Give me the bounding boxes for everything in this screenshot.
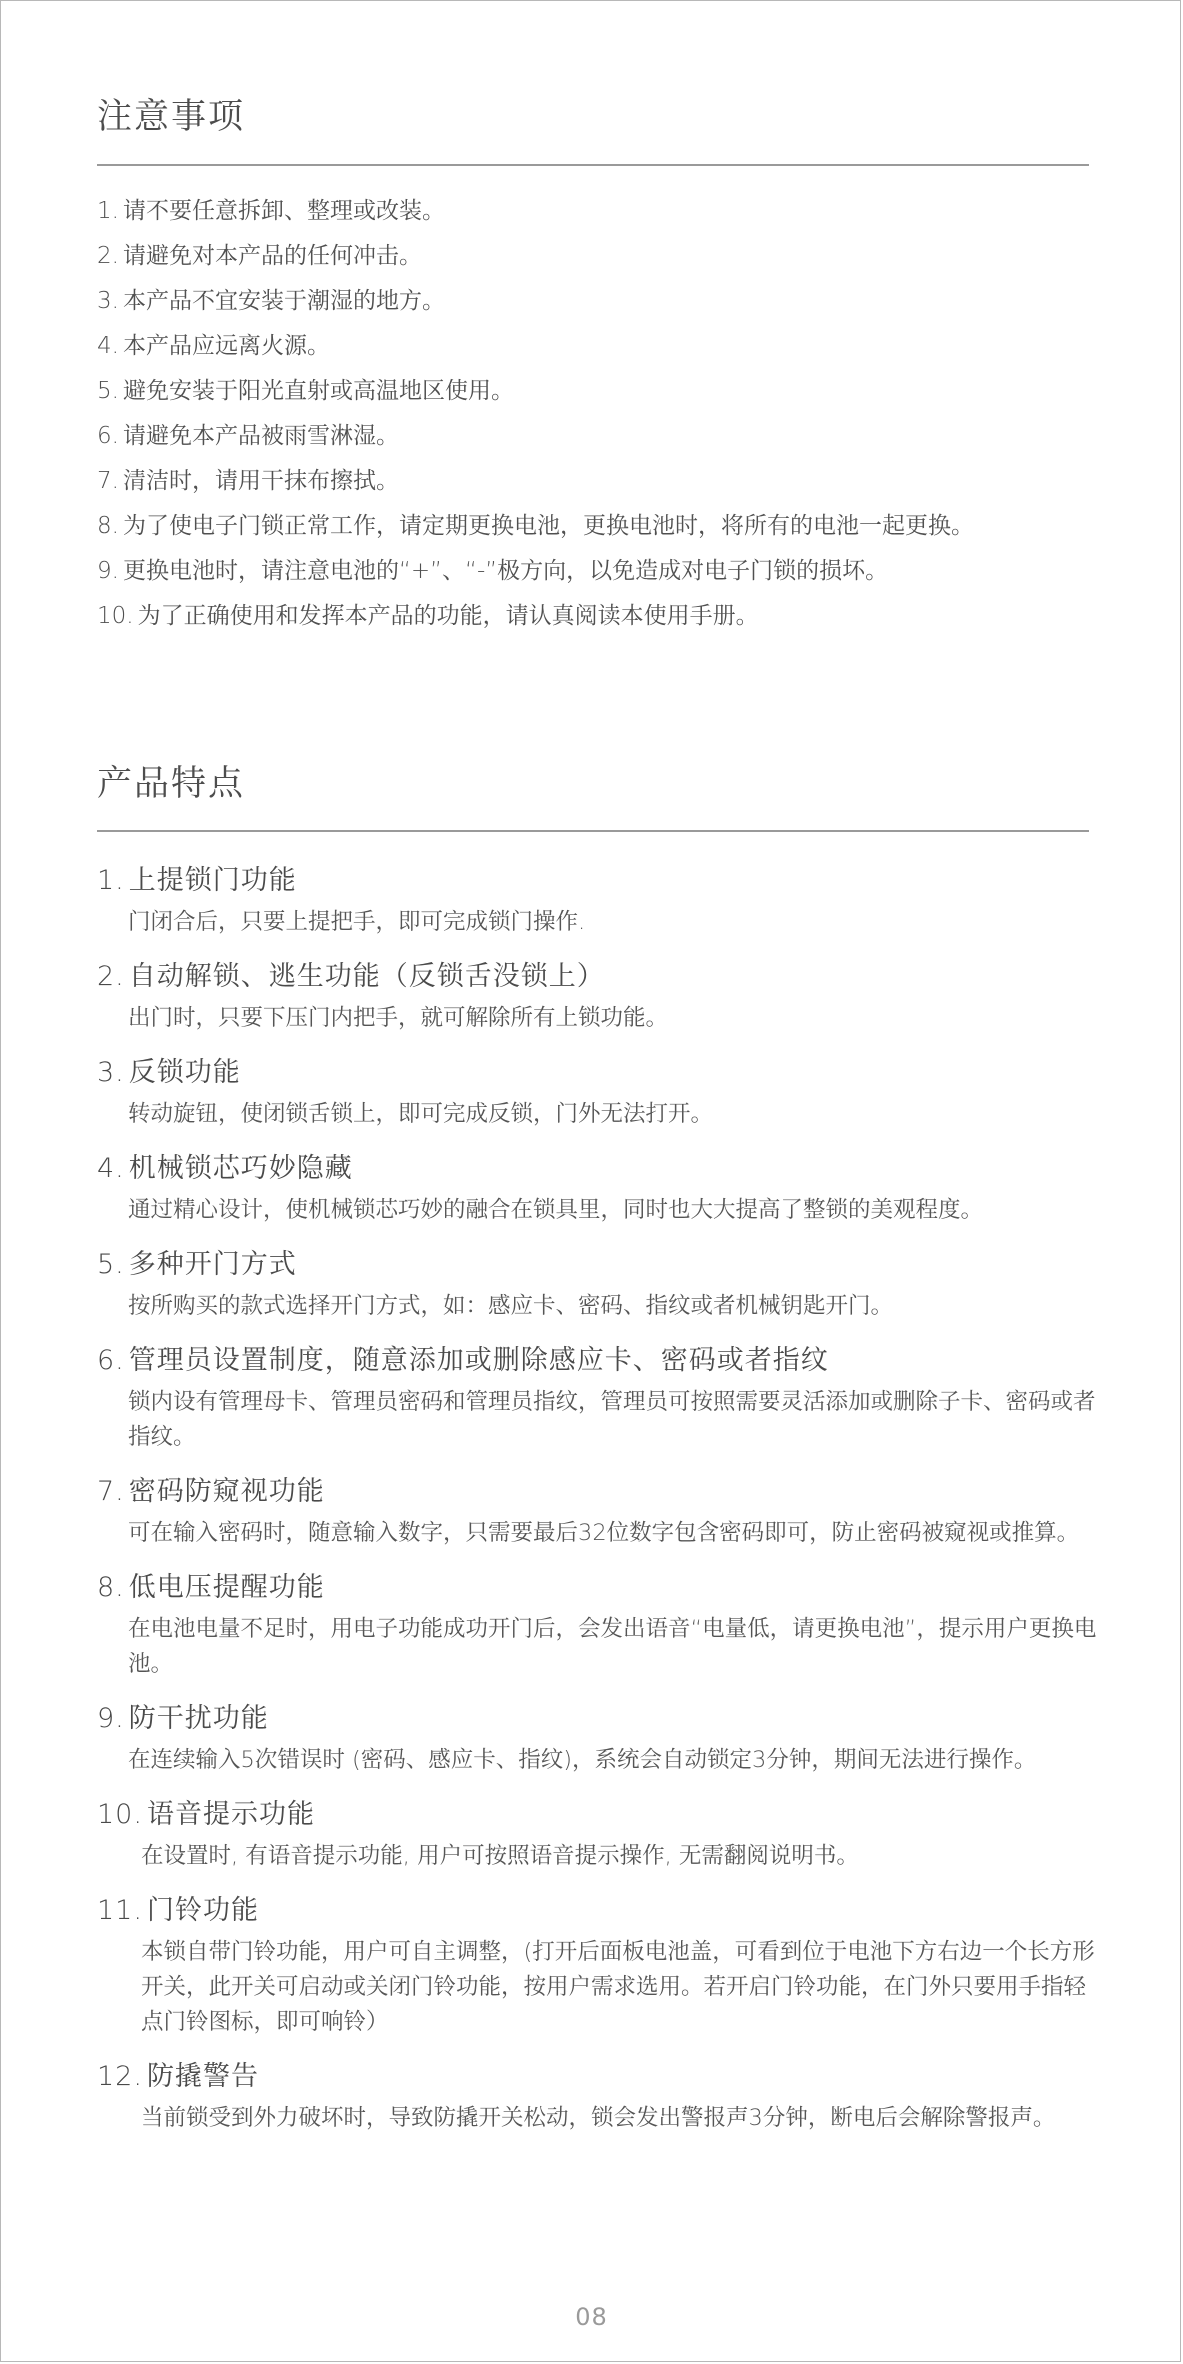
feature-item xyxy=(97,859,1097,940)
feature-desc: 锁内设有管理母卡、管理员密码和管理员指纹，管理员可按照需要灵活添加或删除子卡、密码或者指纹。 xyxy=(128,1389,1096,1450)
notice-title: 注意事项 xyxy=(97,97,246,137)
feature-title: 6. 管理员设置制度，随意添加或删除感应卡、密码或者指纹 xyxy=(97,1345,829,1376)
feature-item xyxy=(97,955,1097,1036)
feature-desc: 转动旋钮，使闭锁舌锁上，即可完成反锁，门外无法打开。 xyxy=(128,1101,714,1127)
notice-item: 4. 本产品应远离火源。 xyxy=(97,333,330,359)
notice-item: 6. 请避免本产品被雨雪淋湿。 xyxy=(97,423,399,449)
notice-item: 2. 请避免对本产品的任何冲击。 xyxy=(97,243,422,269)
notice-item: 5. 避免安装于阳光直射或高温地区使用。 xyxy=(97,378,514,404)
feature-item xyxy=(97,2055,1097,2136)
feature-title: 4. 机械锁芯巧妙隐藏 xyxy=(97,1153,353,1184)
feature-title: 9. 防干扰功能 xyxy=(97,1703,269,1734)
features-list xyxy=(97,859,1097,2151)
notice-item: 3. 本产品不宜安装于潮湿的地方。 xyxy=(97,288,445,314)
feature-item xyxy=(97,1470,1097,1551)
feature-desc: 在设置时, 有语音提示功能, 用户可按照语音提示操作, 无需翻阅说明书。 xyxy=(141,1843,859,1869)
feature-item xyxy=(97,1889,1097,2040)
feature-title: 12. 防撬警告 xyxy=(97,2061,259,2092)
feature-title: 3. 反锁功能 xyxy=(97,1057,241,1088)
notice-item: 10. 为了正确使用和发挥本产品的功能，请认真阅读本使用手册。 xyxy=(97,603,759,629)
notice-divider xyxy=(97,164,1089,166)
feature-item xyxy=(97,1566,1097,1682)
notice-item: 7. 清洁时，请用干抹布擦拭。 xyxy=(97,468,399,494)
feature-desc: 本锁自带门铃功能，用户可自主调整，(打开后面板电池盖，可看到位于电池下方右边一个长方形开关，此开关可启动或关闭门铃功能，按用户需求选用。若开启门铃功能，在门外只要用手指轻点门铃图标，即可响铃） xyxy=(141,1939,1095,2035)
feature-desc: 可在输入密码时，随意输入数字，只需要最后32位数字包含密码即可，防止密码被窥视或推算。 xyxy=(128,1520,1080,1546)
notice-list xyxy=(97,189,974,639)
feature-desc: 在电池电量不足时，用电子功能成功开门后，会发出语音“电量低，请更换电池”，提示用户更换电池。 xyxy=(128,1616,1097,1677)
feature-title: 11. 门铃功能 xyxy=(97,1895,259,1926)
notice-item: 1. 请不要任意拆卸、整理或改装。 xyxy=(97,198,445,224)
feature-title: 2. 自动解锁、逃生功能（反锁舌没锁上） xyxy=(97,961,605,992)
feature-item xyxy=(97,1793,1097,1874)
feature-desc: 门闭合后，只要上提把手，即可完成锁门操作. xyxy=(128,909,586,935)
features-title: 产品特点 xyxy=(97,764,246,804)
notice-item: 9. 更换电池时，请注意电池的“+”、“-”极方向，以免造成对电子门锁的损坏。 xyxy=(97,558,889,584)
feature-desc: 当前锁受到外力破坏时，导致防撬开关松动，锁会发出警报声3分钟，断电后会解除警报声。 xyxy=(141,2105,1056,2131)
page-number: 08 xyxy=(575,2303,608,2331)
features-divider xyxy=(97,830,1089,832)
feature-item xyxy=(97,1051,1097,1132)
feature-item xyxy=(97,1697,1097,1778)
feature-item xyxy=(97,1147,1097,1228)
feature-item xyxy=(97,1243,1097,1324)
feature-desc: 出门时，只要下压门内把手，就可解除所有上锁功能。 xyxy=(128,1005,669,1031)
feature-title: 8. 低电压提醒功能 xyxy=(97,1572,325,1603)
feature-desc: 通过精心设计，使机械锁芯巧妙的融合在锁具里，同时也大大提高了整锁的美观程度。 xyxy=(128,1197,984,1223)
feature-title: 5. 多种开门方式 xyxy=(97,1249,297,1280)
feature-title: 1. 上提锁门功能 xyxy=(97,865,297,896)
feature-title: 10. 语音提示功能 xyxy=(97,1799,315,1830)
feature-desc: 在连续输入5次错误时 (密码、感应卡、指纹)，系统会自动锁定3分钟，期间无法进行操作。 xyxy=(128,1747,1037,1773)
feature-title: 7. 密码防窥视功能 xyxy=(97,1476,325,1507)
feature-desc: 按所购买的款式选择开门方式，如：感应卡、密码、指纹或者机械钥匙开门。 xyxy=(128,1293,894,1319)
notice-item: 8. 为了使电子门锁正常工作，请定期更换电池，更换电池时，将所有的电池一起更换。 xyxy=(97,513,974,539)
feature-item xyxy=(97,1339,1097,1455)
